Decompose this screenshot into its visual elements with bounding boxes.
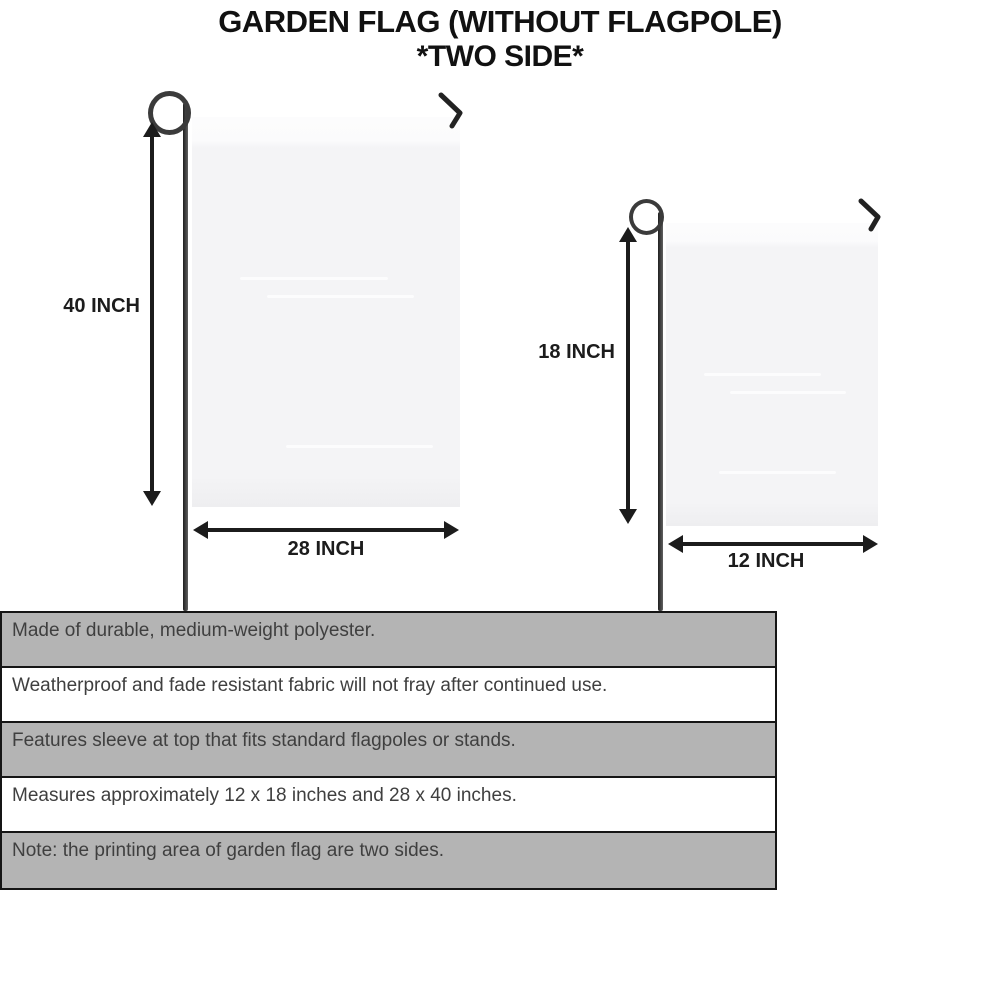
- small-flag-height-label: 18 INCH: [538, 341, 615, 363]
- feature-row-note: [2, 833, 775, 888]
- feature-text: Features sleeve at top that fits standard flagpoles or stands.: [12, 730, 516, 751]
- title-line-2: *TWO SIDE*: [416, 39, 584, 73]
- large-flag-width-label: 28 INCH: [287, 538, 365, 560]
- feature-text: Measures approximately 12 x 18 inches and 28 x 40 inches.: [12, 785, 517, 806]
- large-flagpole-hook-icon: [438, 92, 466, 132]
- large-flagpole: [183, 103, 188, 611]
- page-title: [0, 4, 1000, 74]
- small-flag-fabric: [666, 223, 878, 526]
- large-flag-height-arrow: [137, 121, 167, 507]
- feature-table: [0, 611, 777, 890]
- fabric-crease: [240, 277, 387, 280]
- fabric-crease: [704, 373, 821, 376]
- fabric-crease: [286, 445, 433, 448]
- small-flag-width-label: 12 INCH: [727, 550, 805, 572]
- feature-row-sleeve: [2, 723, 775, 778]
- feature-row-weatherproof: [2, 668, 775, 723]
- small-flag-height-arrow: [613, 226, 643, 525]
- large-flag-fabric: [192, 117, 460, 507]
- feature-text: Weatherproof and fade resistant fabric will not fray after continued use.: [12, 675, 608, 696]
- feature-text: Note: the printing area of garden flag are two sides.: [12, 840, 444, 861]
- feature-text: Made of durable, medium-weight polyester.: [12, 620, 376, 641]
- fabric-crease: [730, 391, 847, 394]
- large-flag-height-label: 40 INCH: [63, 295, 140, 317]
- fabric-crease: [267, 295, 414, 298]
- title-line-1: GARDEN FLAG (WITHOUT FLAGPOLE): [218, 4, 782, 39]
- feature-row-polyester: [2, 613, 775, 668]
- small-flagpole-hook-icon: [858, 198, 884, 234]
- feature-row-measures: [2, 778, 775, 833]
- fabric-crease: [719, 471, 836, 474]
